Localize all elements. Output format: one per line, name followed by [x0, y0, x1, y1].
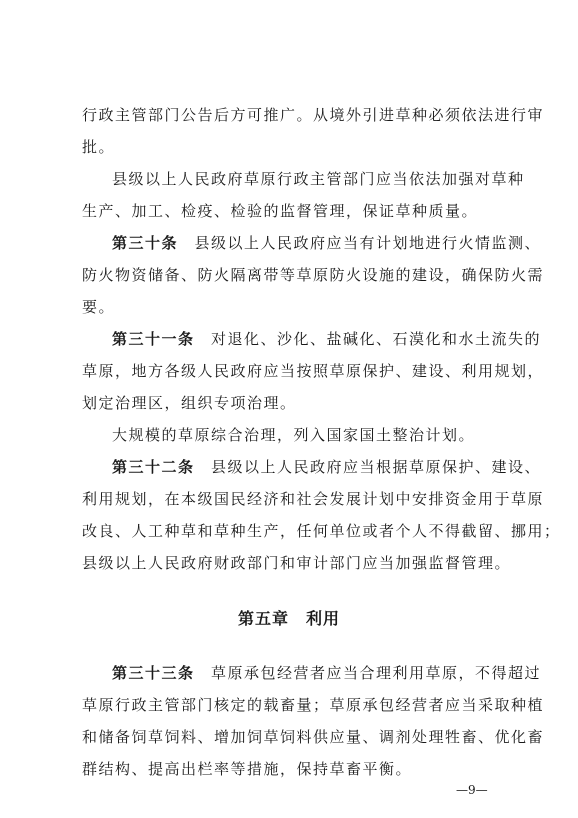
article-line — [112, 232, 542, 254]
line-text: 要。 — [82, 298, 116, 316]
line-text: 对退化、沙化、盐碱化、石漠化和水土流失的 — [194, 330, 542, 348]
article-line — [112, 456, 542, 478]
text-line — [82, 488, 545, 510]
text-line — [82, 520, 561, 542]
line-text: 划定治理区，组织专项治理。 — [82, 394, 297, 412]
line-text: 批。 — [82, 138, 116, 156]
line-text: 群结构、提高出栏率等措施，保持草畜平衡。 — [82, 760, 413, 778]
text-line — [82, 552, 512, 574]
line-text: 大规模的草原综合治理，列入国家国土整治计划。 — [112, 426, 476, 444]
article-line — [112, 328, 542, 350]
text-line — [82, 758, 512, 780]
line-text: 县级以上人民政府应当有计划地进行火情监测、 — [178, 234, 542, 252]
text-line — [82, 200, 512, 222]
line-text: 草原，地方各级人民政府应当按照草原保护、建设、利用规划， — [82, 362, 545, 380]
line-text: 草原承包经营者应当合理利用草原，不得超过 — [194, 664, 542, 682]
line-text: 利用规划，在本级国民经济和社会发展计划中安排资金用于草原 — [82, 490, 545, 508]
line-text: 县级以上人民政府草原行政主管部门应当依法加强对草种 — [112, 170, 525, 188]
text-line — [82, 726, 545, 748]
line-text: 改良、人工种草和草种生产，任何单位或者个人不得截留、挪用； — [82, 522, 561, 540]
article-number: 第三十条 — [112, 234, 179, 252]
article-number: 第三十二条 — [112, 458, 195, 476]
text-line — [82, 694, 545, 716]
line-text: 生产、加工、检疫、检验的监督管理，保证草种质量。 — [82, 202, 479, 220]
line-text: 县级以上人民政府应当根据草原保护、建设、 — [194, 458, 542, 476]
text-line — [82, 264, 545, 286]
line-text: 县级以上人民政府财政部门和审计部门应当加强监督管理。 — [82, 554, 512, 572]
text-line — [82, 296, 512, 318]
line-text: 行政主管部门公告后方可推广。从境外引进草种必须依法进行审 — [82, 106, 545, 124]
line-text: 和储备饲草饲料、增加饲草饲料供应量、调剂处理牲畜、优化畜 — [82, 728, 545, 746]
text-line — [82, 104, 545, 126]
text-line — [82, 392, 512, 414]
article-line — [112, 662, 542, 684]
text-line — [112, 424, 512, 446]
text-line — [82, 136, 512, 158]
text-line — [82, 360, 545, 382]
page-number: —9— — [456, 783, 488, 797]
text-line — [112, 168, 525, 190]
chapter-heading: 第五章 利用 — [237, 609, 340, 628]
line-text: 草原行政主管部门核定的载畜量；草原承包经营者应当采取种植 — [82, 696, 545, 714]
line-text: 防火物资储备、防火隔离带等草原防火设施的建设，确保防火需 — [82, 266, 545, 284]
article-number: 第三十三条 — [112, 664, 195, 682]
article-number: 第三十一条 — [112, 330, 195, 348]
